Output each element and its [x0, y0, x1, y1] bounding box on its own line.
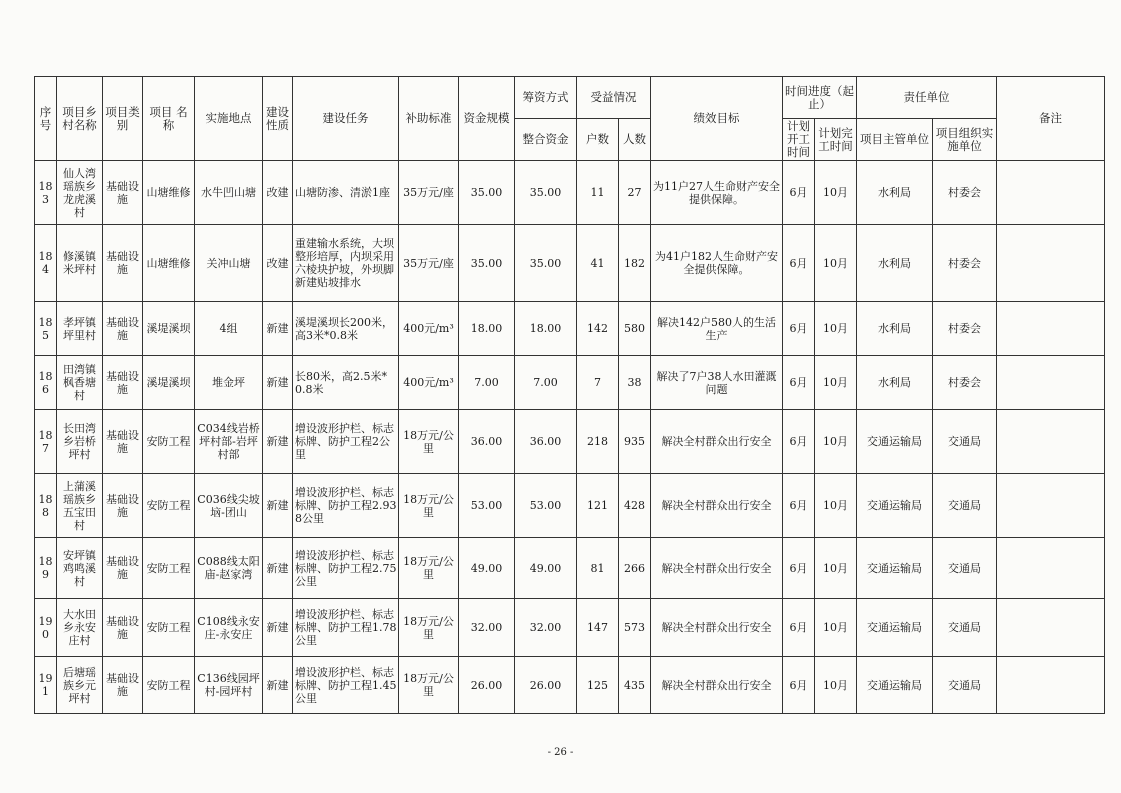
header-persons: 人数 — [619, 119, 651, 161]
header-subsidy: 补助标准 — [399, 77, 459, 161]
cell-seq: 188 — [35, 474, 57, 538]
table-row — [35, 302, 1105, 356]
cell-end: 10月 — [815, 657, 857, 714]
cell-persons: 266 — [619, 538, 651, 599]
cell-persons: 38 — [619, 356, 651, 410]
cell-impl: 交通局 — [933, 474, 997, 538]
header-time-group: 时间进度（起止） — [783, 77, 857, 119]
cell-dept: 水利局 — [857, 225, 933, 302]
cell-goal: 解决全村群众出行安全 — [651, 474, 783, 538]
cell-subsidy: 18万元/公里 — [399, 410, 459, 474]
cell-seq: 185 — [35, 302, 57, 356]
cell-remark — [997, 599, 1105, 657]
cell-location: C136线园坪村-园坪村 — [195, 657, 263, 714]
cell-end: 10月 — [815, 225, 857, 302]
cell-goal: 解决全村群众出行安全 — [651, 538, 783, 599]
header-dept: 项目主管单位 — [857, 119, 933, 161]
cell-village: 田湾镇枫香塘村 — [57, 356, 103, 410]
cell-start: 6月 — [783, 410, 815, 474]
cell-category: 基础设施 — [103, 657, 143, 714]
cell-households: 218 — [577, 410, 619, 474]
cell-category: 基础设施 — [103, 474, 143, 538]
cell-start: 6月 — [783, 225, 815, 302]
header-benefit-group: 受益情况 — [577, 77, 651, 119]
header-location: 实施地点 — [195, 77, 263, 161]
cell-impl: 交通局 — [933, 657, 997, 714]
header-village: 项目乡村名称 — [57, 77, 103, 161]
cell-village: 安坪镇鸡鸣溪村 — [57, 538, 103, 599]
cell-remark — [997, 474, 1105, 538]
cell-fund: 26.00 — [515, 657, 577, 714]
cell-fund: 7.00 — [515, 356, 577, 410]
cell-scale: 26.00 — [459, 657, 515, 714]
cell-remark — [997, 657, 1105, 714]
cell-persons: 435 — [619, 657, 651, 714]
cell-location: C108线永安庄-永安庄 — [195, 599, 263, 657]
cell-persons: 182 — [619, 225, 651, 302]
cell-households: 125 — [577, 657, 619, 714]
cell-start: 6月 — [783, 538, 815, 599]
cell-subsidy: 18万元/公里 — [399, 474, 459, 538]
cell-persons: 573 — [619, 599, 651, 657]
cell-goal: 解决全村群众出行安全 — [651, 599, 783, 657]
header-remark: 备注 — [997, 77, 1105, 161]
cell-households: 147 — [577, 599, 619, 657]
cell-households: 11 — [577, 161, 619, 225]
cell-fund: 36.00 — [515, 410, 577, 474]
cell-seq: 190 — [35, 599, 57, 657]
cell-start: 6月 — [783, 302, 815, 356]
cell-name: 安防工程 — [143, 410, 195, 474]
cell-location: C034线岩桥坪村部-岩坪村部 — [195, 410, 263, 474]
cell-end: 10月 — [815, 599, 857, 657]
cell-remark — [997, 161, 1105, 225]
cell-goal: 解决全村群众出行安全 — [651, 410, 783, 474]
cell-location: 堆金坪 — [195, 356, 263, 410]
cell-task: 长80米，高2.5米*0.8米 — [293, 356, 399, 410]
cell-dept: 水利局 — [857, 161, 933, 225]
cell-task: 增设波形护栏、标志标牌、防护工程1.45公里 — [293, 657, 399, 714]
cell-seq: 191 — [35, 657, 57, 714]
header-end-time: 计划完工时间 — [815, 119, 857, 161]
cell-persons: 428 — [619, 474, 651, 538]
cell-subsidy: 35万元/座 — [399, 225, 459, 302]
table-header — [35, 77, 1105, 161]
table-row — [35, 538, 1105, 599]
header-seq: 序号 — [35, 77, 57, 161]
cell-nature: 新建 — [263, 356, 293, 410]
cell-task: 增设波形护栏、标志标牌、防护工程2公里 — [293, 410, 399, 474]
cell-village: 后塘瑶族乡元坪村 — [57, 657, 103, 714]
header-category: 项目类别 — [103, 77, 143, 161]
cell-households: 7 — [577, 356, 619, 410]
cell-scale: 7.00 — [459, 356, 515, 410]
cell-goal: 为41户182人生命财产安全提供保障。 — [651, 225, 783, 302]
cell-scale: 35.00 — [459, 225, 515, 302]
cell-seq: 186 — [35, 356, 57, 410]
cell-village: 孝坪镇坪里村 — [57, 302, 103, 356]
cell-dept: 交通运输局 — [857, 599, 933, 657]
cell-households: 121 — [577, 474, 619, 538]
cell-households: 81 — [577, 538, 619, 599]
cell-subsidy: 18万元/公里 — [399, 538, 459, 599]
cell-subsidy: 400元/m³ — [399, 356, 459, 410]
cell-end: 10月 — [815, 538, 857, 599]
cell-remark — [997, 410, 1105, 474]
cell-end: 10月 — [815, 410, 857, 474]
header-nature: 建设性质 — [263, 77, 293, 161]
table-row — [35, 356, 1105, 410]
table-row — [35, 225, 1105, 302]
cell-end: 10月 — [815, 474, 857, 538]
cell-remark — [997, 302, 1105, 356]
header-name: 项目 名称 — [143, 77, 195, 161]
cell-location: 关冲山塘 — [195, 225, 263, 302]
cell-nature: 新建 — [263, 410, 293, 474]
cell-task: 增设波形护栏、标志标牌、防护工程1.78公里 — [293, 599, 399, 657]
cell-task: 增设波形护栏、标志标牌、防护工程2.938公里 — [293, 474, 399, 538]
header-impl: 项目组织实施单位 — [933, 119, 997, 161]
cell-scale: 53.00 — [459, 474, 515, 538]
cell-village: 大水田乡永安庄村 — [57, 599, 103, 657]
cell-goal: 解决142户580人的生活生产 — [651, 302, 783, 356]
cell-fund: 35.00 — [515, 161, 577, 225]
cell-task: 重建输水系统，大坝整形培厚，内坝采用六棱块护坡，外坝脚新建贴坡排水 — [293, 225, 399, 302]
cell-task: 山塘防渗、清淤1座 — [293, 161, 399, 225]
cell-name: 山塘维修 — [143, 225, 195, 302]
cell-subsidy: 18万元/公里 — [399, 599, 459, 657]
cell-nature: 新建 — [263, 302, 293, 356]
cell-location: C088线太阳庙-赵家湾 — [195, 538, 263, 599]
page-number: - 26 - — [547, 747, 574, 758]
cell-end: 10月 — [815, 302, 857, 356]
cell-remark — [997, 356, 1105, 410]
cell-name: 溪堤溪坝 — [143, 356, 195, 410]
cell-nature: 新建 — [263, 657, 293, 714]
cell-persons: 27 — [619, 161, 651, 225]
header-goal: 绩效目标 — [651, 77, 783, 161]
cell-start: 6月 — [783, 161, 815, 225]
cell-impl: 村委会 — [933, 225, 997, 302]
cell-scale: 49.00 — [459, 538, 515, 599]
cell-seq: 183 — [35, 161, 57, 225]
cell-category: 基础设施 — [103, 538, 143, 599]
cell-fund: 32.00 — [515, 599, 577, 657]
cell-category: 基础设施 — [103, 410, 143, 474]
cell-impl: 村委会 — [933, 302, 997, 356]
cell-dept: 交通运输局 — [857, 474, 933, 538]
header-start-time: 计划开工时间 — [783, 119, 815, 161]
cell-category: 基础设施 — [103, 302, 143, 356]
table-body — [35, 161, 1105, 714]
cell-start: 6月 — [783, 599, 815, 657]
cell-name: 安防工程 — [143, 538, 195, 599]
header-resp-group: 责任单位 — [857, 77, 997, 119]
project-table — [34, 76, 1105, 714]
cell-fund: 35.00 — [515, 225, 577, 302]
cell-impl: 交通局 — [933, 538, 997, 599]
cell-nature: 改建 — [263, 161, 293, 225]
cell-fund: 53.00 — [515, 474, 577, 538]
header-scale: 资金规模 — [459, 77, 515, 161]
cell-impl: 村委会 — [933, 161, 997, 225]
cell-nature: 新建 — [263, 599, 293, 657]
header-households: 户数 — [577, 119, 619, 161]
cell-goal: 解决了7户38人水田灌溉问题 — [651, 356, 783, 410]
header-task: 建设任务 — [293, 77, 399, 161]
cell-dept: 交通运输局 — [857, 410, 933, 474]
cell-dept: 水利局 — [857, 356, 933, 410]
cell-name: 安防工程 — [143, 599, 195, 657]
cell-category: 基础设施 — [103, 161, 143, 225]
cell-nature: 新建 — [263, 474, 293, 538]
cell-village: 长田湾乡岩桥坪村 — [57, 410, 103, 474]
header-integrated-fund: 整合资金 — [515, 119, 577, 161]
cell-scale: 18.00 — [459, 302, 515, 356]
cell-subsidy: 18万元/公里 — [399, 657, 459, 714]
cell-impl: 交通局 — [933, 410, 997, 474]
table-row — [35, 599, 1105, 657]
cell-seq: 184 — [35, 225, 57, 302]
cell-seq: 187 — [35, 410, 57, 474]
cell-goal: 解决全村群众出行安全 — [651, 657, 783, 714]
cell-end: 10月 — [815, 161, 857, 225]
table-row — [35, 657, 1105, 714]
cell-nature: 改建 — [263, 225, 293, 302]
table-row — [35, 161, 1105, 225]
cell-persons: 935 — [619, 410, 651, 474]
cell-households: 41 — [577, 225, 619, 302]
cell-name: 山塘维修 — [143, 161, 195, 225]
cell-nature: 新建 — [263, 538, 293, 599]
cell-subsidy: 35万元/座 — [399, 161, 459, 225]
cell-scale: 32.00 — [459, 599, 515, 657]
cell-location: C036线尖坡垴-团山 — [195, 474, 263, 538]
cell-fund: 18.00 — [515, 302, 577, 356]
cell-goal: 为11户27人生命财产安全提供保障。 — [651, 161, 783, 225]
cell-seq: 189 — [35, 538, 57, 599]
cell-task: 溪堤溪坝长200米，高3米*0.8米 — [293, 302, 399, 356]
cell-subsidy: 400元/m³ — [399, 302, 459, 356]
cell-dept: 交通运输局 — [857, 657, 933, 714]
cell-name: 安防工程 — [143, 657, 195, 714]
cell-name: 溪堤溪坝 — [143, 302, 195, 356]
cell-village: 仙人湾瑶族乡龙虎溪村 — [57, 161, 103, 225]
cell-location: 水牛凹山塘 — [195, 161, 263, 225]
cell-impl: 交通局 — [933, 599, 997, 657]
cell-remark — [997, 538, 1105, 599]
cell-scale: 36.00 — [459, 410, 515, 474]
header-funding-group: 筹资方式 — [515, 77, 577, 119]
cell-category: 基础设施 — [103, 356, 143, 410]
cell-start: 6月 — [783, 657, 815, 714]
cell-village: 修溪镇米坪村 — [57, 225, 103, 302]
cell-dept: 交通运输局 — [857, 538, 933, 599]
cell-persons: 580 — [619, 302, 651, 356]
cell-start: 6月 — [783, 356, 815, 410]
cell-dept: 水利局 — [857, 302, 933, 356]
table-row — [35, 410, 1105, 474]
cell-start: 6月 — [783, 474, 815, 538]
cell-end: 10月 — [815, 356, 857, 410]
cell-location: 4组 — [195, 302, 263, 356]
cell-village: 上蒲溪瑶族乡五宝田村 — [57, 474, 103, 538]
cell-remark — [997, 225, 1105, 302]
cell-impl: 村委会 — [933, 356, 997, 410]
table-row — [35, 474, 1105, 538]
cell-fund: 49.00 — [515, 538, 577, 599]
cell-category: 基础设施 — [103, 225, 143, 302]
cell-category: 基础设施 — [103, 599, 143, 657]
cell-households: 142 — [577, 302, 619, 356]
cell-scale: 35.00 — [459, 161, 515, 225]
cell-name: 安防工程 — [143, 474, 195, 538]
cell-task: 增设波形护栏、标志标牌、防护工程2.75公里 — [293, 538, 399, 599]
